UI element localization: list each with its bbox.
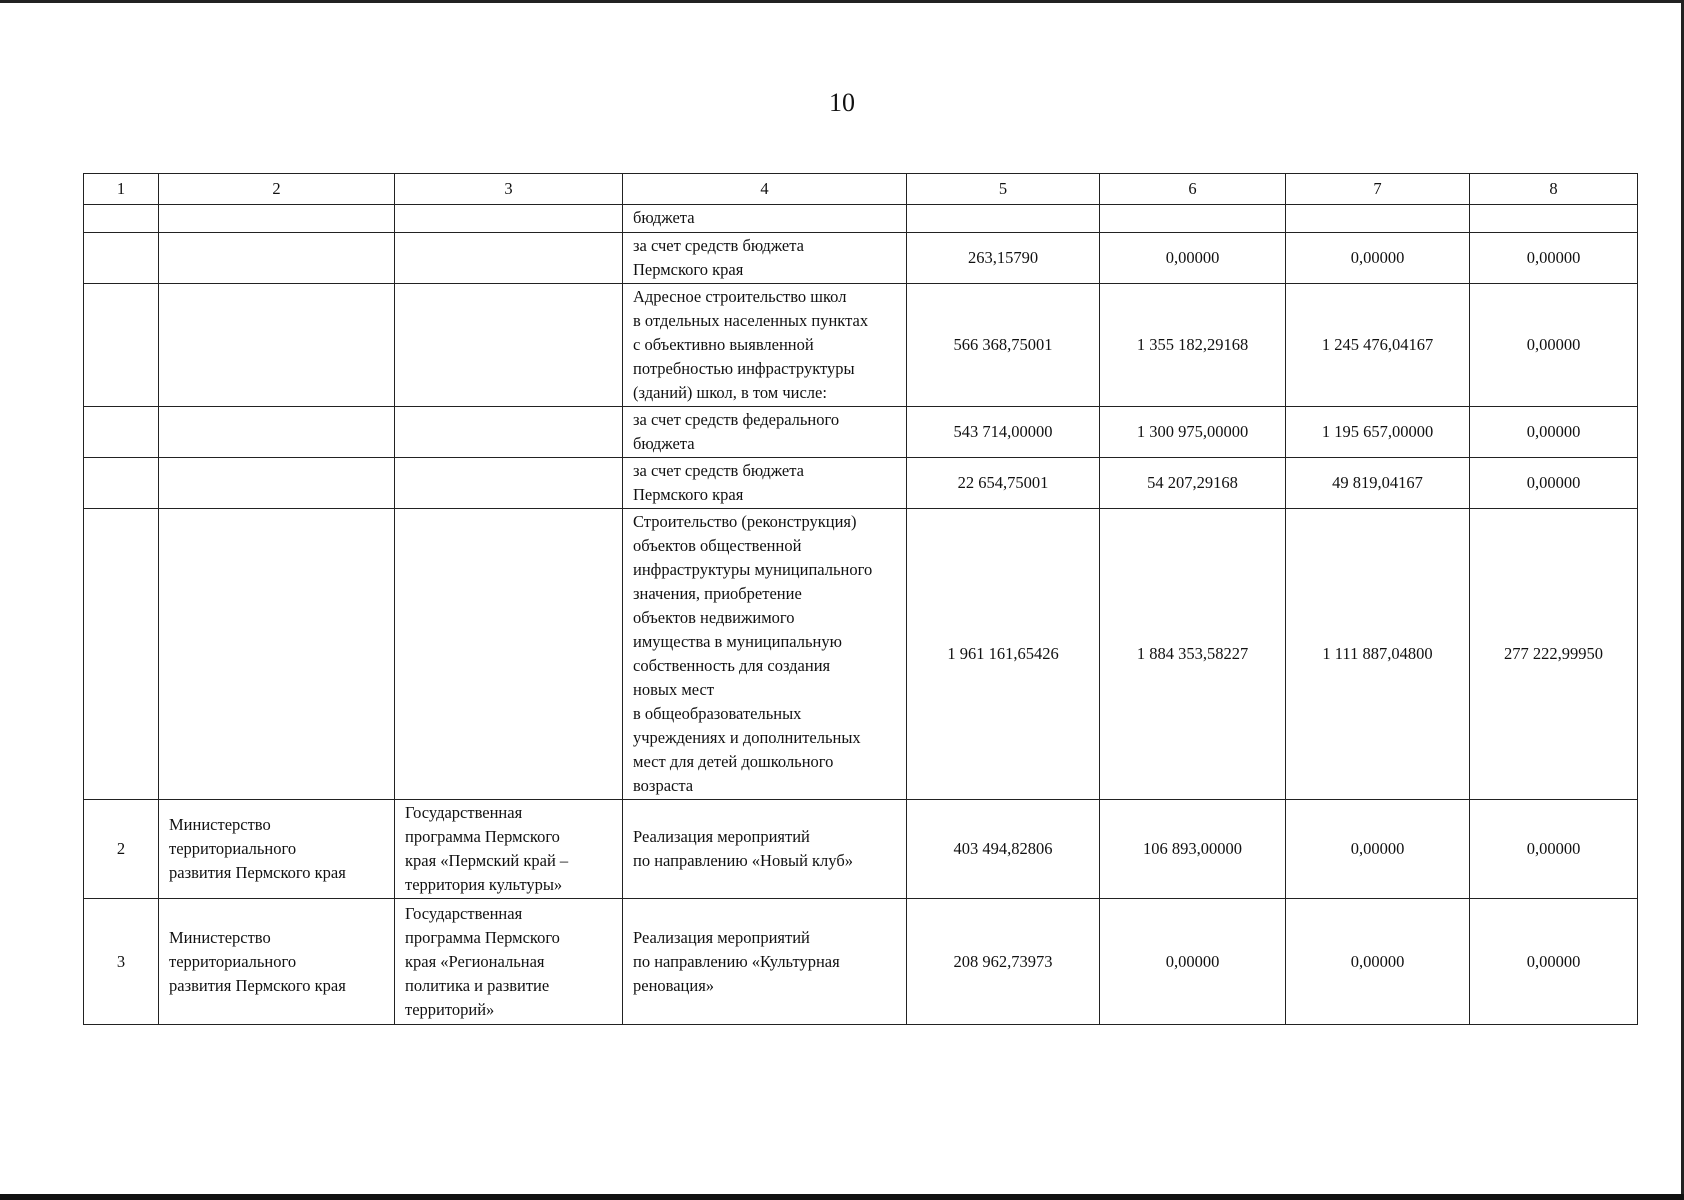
value-col7-cell: [1286, 205, 1470, 233]
column-number-1: 1: [84, 174, 159, 205]
executor-cell: [159, 284, 395, 407]
value-col6-cell: [1100, 205, 1286, 233]
column-number-3: 3: [395, 174, 623, 205]
column-number-6: 6: [1100, 174, 1286, 205]
value-col8-cell: [1470, 205, 1638, 233]
column-number-4: 4: [623, 174, 907, 205]
activity-cell: за счет средств бюджета Пермского края: [623, 233, 907, 284]
row-number-cell: 3: [84, 899, 159, 1025]
table-row: [84, 899, 1638, 1025]
row-number-cell: [84, 233, 159, 284]
value-col8-cell: 0,00000: [1470, 458, 1638, 509]
activity-cell: Адресное строительство школ в отдельных населенных пунктах с объективно выявленной потребностью инфраструктуры (зданий) школ, в том числе:: [623, 284, 907, 407]
executor-cell: [159, 509, 395, 800]
value-col7-cell: 0,00000: [1286, 899, 1470, 1025]
column-number-8: 8: [1470, 174, 1638, 205]
activity-cell: Строительство (реконструкция) объектов общественной инфраструктуры муниципального значения, приобретение объектов недвижимого имущества в муниципальную собственность для создания новых мест в общеобразовательных учреждениях и дополнительных мест для детей дошкольного возраста: [623, 509, 907, 800]
value-col5-cell: 566 368,75001: [907, 284, 1100, 407]
table-row: [84, 284, 1638, 407]
table-row: [84, 458, 1638, 509]
column-number-row: [84, 174, 1638, 205]
value-col6-cell: 1 884 353,58227: [1100, 509, 1286, 800]
row-number-cell: [84, 509, 159, 800]
activity-cell: бюджета: [623, 205, 907, 233]
value-col5-cell: 263,15790: [907, 233, 1100, 284]
page-edge-top: [0, 0, 1684, 3]
value-col6-cell: 54 207,29168: [1100, 458, 1286, 509]
row-number-cell: [84, 284, 159, 407]
executor-cell: [159, 205, 395, 233]
value-col7-cell: 1 195 657,00000: [1286, 407, 1470, 458]
activity-cell: Реализация мероприятий по направлению «Культурная реновация»: [623, 899, 907, 1025]
executor-cell: Министерство территориального развития Пермского края: [159, 800, 395, 899]
program-cell: [395, 205, 623, 233]
value-col7-cell: 1 111 887,04800: [1286, 509, 1470, 800]
value-col8-cell: 0,00000: [1470, 284, 1638, 407]
program-cell: [395, 458, 623, 509]
program-cell: [395, 233, 623, 284]
page-edge-bottom: [0, 1194, 1684, 1200]
budget-table: [83, 173, 1638, 1025]
program-cell: Государственная программа Пермского края «Пермский край – территория культуры»: [395, 800, 623, 899]
column-number-2: 2: [159, 174, 395, 205]
value-col5-cell: 208 962,73973: [907, 899, 1100, 1025]
value-col8-cell: 0,00000: [1470, 407, 1638, 458]
row-number-cell: [84, 407, 159, 458]
table-row: [84, 205, 1638, 233]
table-row: [84, 233, 1638, 284]
program-cell: [395, 509, 623, 800]
value-col6-cell: 0,00000: [1100, 233, 1286, 284]
executor-cell: [159, 458, 395, 509]
value-col8-cell: 0,00000: [1470, 899, 1638, 1025]
value-col5-cell: [907, 205, 1100, 233]
table-row: [84, 800, 1638, 899]
column-number-7: 7: [1286, 174, 1470, 205]
table-row: [84, 407, 1638, 458]
executor-cell: [159, 407, 395, 458]
value-col7-cell: 0,00000: [1286, 800, 1470, 899]
activity-cell: Реализация мероприятий по направлению «Новый клуб»: [623, 800, 907, 899]
value-col8-cell: 0,00000: [1470, 800, 1638, 899]
row-number-cell: [84, 458, 159, 509]
value-col7-cell: 1 245 476,04167: [1286, 284, 1470, 407]
value-col6-cell: 106 893,00000: [1100, 800, 1286, 899]
executor-cell: Министерство территориального развития Пермского края: [159, 899, 395, 1025]
value-col8-cell: 0,00000: [1470, 233, 1638, 284]
activity-cell: за счет средств бюджета Пермского края: [623, 458, 907, 509]
value-col8-cell: 277 222,99950: [1470, 509, 1638, 800]
column-number-5: 5: [907, 174, 1100, 205]
value-col5-cell: 1 961 161,65426: [907, 509, 1100, 800]
value-col5-cell: 543 714,00000: [907, 407, 1100, 458]
row-number-cell: [84, 205, 159, 233]
table-row: [84, 509, 1638, 800]
page-number: 10: [829, 88, 855, 117]
value-col7-cell: 49 819,04167: [1286, 458, 1470, 509]
row-number-cell: 2: [84, 800, 159, 899]
value-col6-cell: 1 355 182,29168: [1100, 284, 1286, 407]
program-cell: [395, 284, 623, 407]
value-col5-cell: 22 654,75001: [907, 458, 1100, 509]
program-cell: [395, 407, 623, 458]
program-cell: Государственная программа Пермского края «Региональная политика и развитие территорий»: [395, 899, 623, 1025]
value-col6-cell: 1 300 975,00000: [1100, 407, 1286, 458]
value-col7-cell: 0,00000: [1286, 233, 1470, 284]
executor-cell: [159, 233, 395, 284]
value-col5-cell: 403 494,82806: [907, 800, 1100, 899]
value-col6-cell: 0,00000: [1100, 899, 1286, 1025]
activity-cell: за счет средств федерального бюджета: [623, 407, 907, 458]
